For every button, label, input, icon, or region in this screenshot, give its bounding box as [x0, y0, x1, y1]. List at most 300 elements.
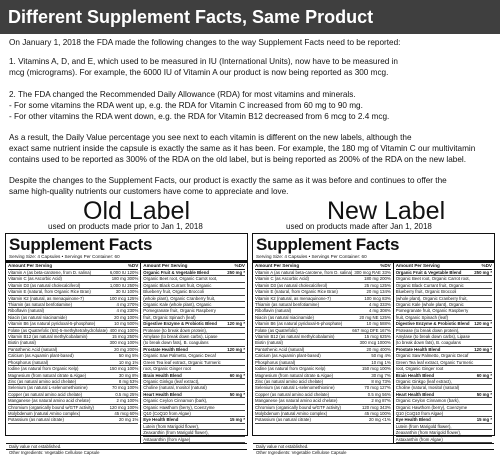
nutrient-amount — [362, 283, 390, 288]
intro-paragraph-1: On January 1, 2018 the FDA made the following changes to the way Supplement Facts need to be reported: — [9, 38, 401, 47]
old-label-title: Old Label — [83, 197, 191, 225]
nutrient-amount — [367, 308, 391, 313]
nutrient-name: Amylase (to break down carbs), Lipase — [395, 334, 470, 340]
old-label-subtitle: used on products made prior to Jan 1, 2018 — [48, 222, 203, 231]
daily-value: 588% — [379, 321, 391, 327]
amount-value: 20 mg — [114, 314, 127, 320]
nutrient-amount — [243, 328, 245, 333]
daily-value: 33% — [382, 270, 391, 275]
amount-value: 400 mcg — [109, 327, 127, 333]
daily-value: 270% — [127, 302, 139, 308]
nutrient-amount — [490, 430, 492, 435]
daily-value: 300% — [127, 276, 139, 282]
daily-value: 120% — [127, 270, 139, 275]
nutrient-amount — [490, 366, 492, 371]
daily-value: 167% — [379, 327, 391, 333]
nutrient-name: Vitamin B12 (as natural methylcobalamin) — [8, 334, 88, 340]
nutrient-name: (whole plant), Organic Cranberry fruit, — [395, 295, 468, 301]
amount-value: 20 mg — [118, 417, 131, 423]
nutrient-amount — [472, 347, 492, 352]
nutrient-amount — [243, 340, 245, 345]
amount-value: 150 mcg — [362, 366, 379, 372]
nutrient-amount — [490, 398, 492, 403]
nutrient-name: Choline (natural, Inositol (natural) — [395, 385, 460, 391]
nutrient-amount — [350, 328, 390, 333]
other-ingredients: Other Ingredients: Vegetable Cellulose Capsule — [6, 449, 247, 455]
amount-value: 2 mg — [371, 398, 381, 404]
nutrient-amount — [490, 296, 492, 301]
nutrient-amount — [117, 417, 138, 422]
amount-value: 10 mg — [366, 321, 379, 327]
nutrient-name: Potassium (as natural citrate) — [8, 417, 64, 423]
nutrient-amount — [225, 347, 245, 352]
nutrient-amount — [110, 385, 138, 390]
nutrient-amount — [369, 398, 390, 403]
nutrient-name: Manganese (as natural amino acid chelate) — [255, 398, 338, 404]
nutrient-amount — [110, 276, 139, 281]
nutrient-amount — [490, 276, 492, 281]
daily-value: 60% — [129, 410, 139, 416]
amount-header: Amount Per Serving %DV — [8, 263, 139, 268]
nutrient-amount — [243, 302, 245, 307]
nutrient-name: Vitamin A (as natural beta-carotene, from D. salina) — [255, 270, 353, 275]
amount-value: 20 mg — [114, 346, 127, 352]
daily-value: 125% — [379, 314, 391, 320]
nutrient-amount — [490, 405, 492, 410]
nutrient-name: Organic Beet root, Organic Carrot root, — [395, 276, 470, 282]
nutrient-name: Vitamin D3 (as natural cholecalciferol) — [255, 282, 328, 288]
nutrient-name: Brain Health Blend — [143, 372, 182, 378]
nutrient-amount — [360, 366, 391, 371]
amount-value: 50 mg — [118, 353, 131, 359]
nutrient-amount — [475, 373, 492, 378]
amount-value: 4 mg — [116, 302, 127, 308]
nutrient-amount — [114, 289, 138, 294]
nutrient-name: Selenium (as natural L-selenomethionine) — [8, 385, 88, 391]
nutrient-amount — [243, 353, 245, 358]
nutrient-name: Protease (to break down protein), — [143, 327, 208, 333]
old-blends-column — [141, 263, 247, 443]
daily-value: * — [243, 270, 245, 275]
other-ingredients: Other Ingredients: Vegetable Cellulose Capsule — [253, 449, 494, 455]
nutrient-row — [8, 417, 138, 423]
amount-value: 300 mcg — [109, 340, 127, 346]
nutrient-name: Lutein (from Marigold flower), — [143, 423, 200, 429]
nutrient-name: Prostate Health Blend — [395, 346, 441, 352]
daily-value: 200% — [379, 276, 391, 282]
daily-value: 1% — [132, 417, 139, 423]
nutrient-name: Eye Health Blend — [143, 417, 179, 423]
amount-value: 120 mg — [227, 346, 243, 352]
nutrient-amount — [117, 353, 138, 358]
daily-value: 56% — [382, 391, 391, 397]
nutrient-name: Molybdenum (natural Amino complex) — [8, 410, 81, 416]
amount-value: 10 mg — [118, 359, 131, 365]
old-vitamins-column — [6, 263, 141, 443]
nutrient-amount — [243, 430, 245, 435]
nutrient-name: Organic Hawthorn (berry), Coenzyme — [143, 404, 215, 410]
nutrient-name: Organic Kale (whole plant), Organic — [395, 302, 464, 308]
daily-value: * — [243, 321, 245, 327]
daily-value: 1% — [132, 359, 139, 365]
nutrient-name: root, Organic Ginger root — [143, 366, 191, 372]
daily-value: 250% — [127, 282, 139, 288]
amount-value: 45 mcg — [364, 410, 379, 416]
nutrient-amount — [490, 308, 492, 313]
amount-value: 15 mg — [229, 417, 243, 423]
amount-value: 50 mg — [476, 391, 490, 397]
nutrient-amount — [365, 347, 391, 352]
nutrient-name: Copper (as natural amino acid chelate) — [8, 391, 83, 397]
daily-value: <1% — [381, 417, 391, 423]
nutrient-name: Biotin (natural) — [255, 340, 283, 346]
nutrient-name: Organic Fruit & Vegetable Blend — [395, 270, 462, 275]
amount-value: 120 mcg — [362, 404, 379, 410]
daily-value: 343% — [379, 404, 391, 410]
nutrient-name: Folate (as Quatrefolic) — [255, 327, 298, 333]
nutrient-name: Folate (as Quatrefolic (6S)-5-methyltetrahydrofolate) — [8, 327, 108, 333]
nutrient-name: Calcium (as Aquamin plant-based) — [255, 353, 321, 359]
nutrient-name: Iodine (as natural from Organic Kelp) — [8, 366, 79, 372]
nutrient-amount — [490, 379, 492, 384]
intro-paragraph-3b: - For some vitamins the RDA went up, e.g. the RDA for Vitamin C increased from 60 mg to 90 mg. — [9, 101, 363, 110]
nutrient-amount — [365, 289, 391, 294]
daily-value: 7% — [384, 372, 391, 378]
nutrient-name: Amylase (to break down carbs), Lipase — [143, 334, 218, 340]
nutrient-name: Chromium (organically bound w/GTF activity) — [8, 404, 94, 410]
daily-value: * — [243, 391, 245, 397]
daily-value: 100% — [127, 289, 139, 295]
nutrient-name: Phosphorus (natural) — [8, 359, 49, 365]
nutrient-name: (to break down fats), B. coagulans — [395, 340, 461, 346]
serving-size: Serving Size: 4 Capsules • Servings Per Container: 60 — [6, 254, 247, 263]
nutrient-amount — [472, 270, 492, 275]
nutrient-name: fruit, Organic Spinach (leaf) — [143, 314, 196, 320]
nutrient-name: Vitamin K2 (natural, as menaquinone-7) — [255, 295, 331, 301]
nutrient-amount — [490, 315, 492, 320]
nutrient-amount — [362, 411, 390, 416]
amount-value: 15 mcg — [111, 334, 127, 340]
daily-value: 1% — [384, 359, 391, 365]
nutrient-row — [255, 417, 391, 423]
nutrient-amount — [367, 302, 391, 307]
nutrient-amount — [362, 296, 390, 301]
intro-paragraph-5a: Despite the changes to the Supplement Facts, our product is exactly the same as it was before and continues to offer the — [9, 176, 447, 185]
nutrient-amount — [490, 437, 492, 442]
nutrient-name: Digestive Enzyme & Probiotic Blend — [143, 321, 218, 327]
amount-value: 1,000 IU — [109, 282, 127, 288]
amount-value: 50 mg — [229, 391, 243, 397]
amount-value: 20 mg — [366, 289, 379, 295]
nutrient-name: Green Tea leaf extract, Organic Turmeric — [395, 359, 474, 365]
nutrient-name: Zeaxanthin (from Marigold flower), — [143, 430, 209, 436]
daily-value: 625% — [379, 334, 391, 340]
nutrient-amount — [490, 328, 492, 333]
nutrient-amount — [490, 340, 492, 345]
nutrient-row — [396, 437, 492, 443]
old-supplement-facts-panel — [5, 233, 248, 456]
nutrient-amount — [225, 321, 245, 326]
amount-value: 60 mg — [476, 372, 490, 378]
nutrient-amount — [115, 398, 139, 403]
nutrient-amount — [490, 283, 492, 288]
daily-value: 100% — [127, 340, 139, 346]
nutrient-name: Blueberry fruit, Organic Broccoli — [143, 289, 204, 295]
nutrient-name: Organic Black Currant fruit, Organic — [395, 282, 464, 288]
amount-value: 0.5 mg — [115, 391, 129, 397]
nutrient-amount — [108, 405, 139, 410]
daily-value: * — [243, 417, 245, 423]
amount-value: 2 mg — [116, 398, 127, 404]
daily-value: 100% — [127, 404, 139, 410]
daily-value: 100% — [379, 366, 391, 372]
nutrient-name: Zinc (as natural amino acid chelate) — [255, 378, 324, 384]
serving-size: Serving Size: 4 Capsules • Servings Per Container: 60 — [253, 254, 494, 263]
daily-value: * — [490, 270, 492, 275]
amount-header: Amount Per Serving %DV — [395, 263, 492, 268]
nutrient-name: Brain Health Blend — [395, 372, 435, 378]
nutrient-amount — [117, 379, 138, 384]
amount-value: 15 mg — [476, 417, 490, 423]
daily-value: * — [490, 417, 492, 423]
nutrient-amount — [108, 283, 138, 288]
nutrient-name: Zinc (as natural amino acid chelate) — [8, 378, 77, 384]
nutrient-amount — [243, 424, 245, 429]
nutrient-amount — [113, 392, 138, 397]
nutrient-name: Vitamin B12 (as natural methylcobalamin) — [255, 334, 335, 340]
nutrient-amount — [228, 373, 245, 378]
nutrient-name: Niacin (as natural niacinamide) — [255, 314, 314, 320]
nutrient-amount — [112, 347, 138, 352]
daily-value: 100% — [127, 327, 139, 333]
amount-value: 180 mg — [111, 276, 127, 282]
nutrient-amount — [490, 353, 492, 358]
nutrient-name: Organic Ginkgo (leaf extract), — [395, 378, 452, 384]
daily-value: 250% — [127, 334, 139, 340]
nutrient-name: Green Tea leaf extract, Organic Turmeric — [143, 359, 221, 365]
nutrient-name: Vitamin C (as Ascorbic Acid) — [8, 276, 62, 282]
amount-value: 0.5 mg — [367, 391, 381, 397]
nutrient-amount — [112, 321, 138, 326]
nutrient-name: Vitamin D3 (as natural cholecalciferol) — [8, 282, 81, 288]
nutrient-amount — [112, 411, 138, 416]
nutrient-amount — [110, 334, 138, 339]
nutrient-name: Lutein (from Marigold flower), — [395, 423, 452, 429]
nutrient-name: Q10 (CoQ10 from Algae) — [143, 410, 191, 416]
nutrient-amount — [369, 373, 390, 378]
nutrient-name: Organic Ceylon Cinnamon (bark), — [395, 398, 460, 404]
nutrient-amount — [369, 353, 390, 358]
daily-value: * — [490, 372, 492, 378]
nutrient-name: Astaxanthin (from Algae) — [395, 436, 443, 442]
amount-value: 250 mg — [474, 270, 490, 275]
nutrient-amount — [108, 366, 139, 371]
daily-value: 5% — [132, 353, 139, 359]
nutrient-name: Heart Health Blend — [143, 391, 182, 397]
nutrient-name: Molybdenum (natural Amino complex) — [255, 410, 328, 416]
intro-paragraph-3c: - For other vitamins the RDA went down, e.g. the RDA for Vitamin B12 decreased from 6 mcg to 2.4 mcg. — [9, 112, 390, 121]
nutrient-name: Copper (as natural amino acid chelate) — [255, 391, 330, 397]
nutrient-amount — [243, 308, 245, 313]
daily-value: 100% — [127, 385, 139, 391]
nutrient-amount — [117, 360, 138, 365]
nutrient-name: Magnesium (from natural citrate & Algae) — [8, 372, 87, 378]
amount-value: 300 mcg RAE — [354, 270, 381, 275]
daily-value: * — [490, 391, 492, 397]
nutrient-amount — [362, 334, 390, 339]
nutrient-amount — [472, 321, 492, 326]
nutrient-amount — [475, 392, 492, 397]
nutrient-name: Riboflavin (natural) — [255, 308, 292, 314]
daily-value: 125% — [379, 282, 391, 288]
nutrient-name: Zeaxanthin (from Marigold flower), — [395, 430, 462, 436]
nutrient-amount — [475, 417, 492, 422]
nutrient-amount — [108, 270, 138, 275]
nutrient-name: Calcium (as Aquamin plant-based) — [8, 353, 74, 359]
new-vitamins-column — [253, 263, 394, 443]
nutrient-name: Vitamin A (as beta-carotene, from D. salina) — [8, 270, 92, 275]
nutrient-name: Iodine (as natural from Organic Kelp) — [255, 366, 326, 372]
daily-value: * — [243, 372, 245, 378]
amount-header: Amount Per Serving %DV — [143, 263, 245, 268]
nutrient-amount — [357, 315, 390, 320]
amount-value: 10 mg — [371, 359, 384, 365]
amount-value: 30 mg — [371, 372, 384, 378]
nutrient-amount — [117, 373, 138, 378]
amount-value: 100 mcg — [109, 295, 127, 301]
amount-value: 20 mg NE — [359, 314, 379, 320]
daily-value: 500% — [127, 321, 139, 327]
amount-value: 25 mcg — [364, 282, 379, 288]
nutrient-amount — [490, 385, 492, 390]
nutrient-name: Riboflavin (natural) — [8, 308, 45, 314]
nutrient-name: root, Organic Ginger root — [395, 366, 444, 372]
daily-value: 25% — [129, 391, 139, 397]
nutrient-name: Vitamin B6 (as natural pyridoxal-5-phosphate) — [8, 321, 96, 327]
daily-value: * — [490, 321, 492, 327]
nutrient-name: Organic Ginkgo (leaf extract), — [143, 378, 200, 384]
nutrient-amount — [490, 424, 492, 429]
amount-value: 30 mg — [118, 372, 131, 378]
nutrient-name: Astaxanthin (from Algae) — [143, 436, 191, 442]
daily-value: 100% — [127, 314, 139, 320]
nutrient-name: Vitamin E (natural, from Organic Rice Bran) — [255, 289, 338, 295]
nutrient-amount — [108, 296, 139, 301]
amount-value: 6,000 IU — [109, 270, 127, 275]
nutrient-amount — [115, 308, 139, 313]
amount-value: 4 mg — [368, 308, 379, 314]
amount-value: 180 mg — [364, 276, 379, 282]
daily-value: 83% — [382, 295, 391, 301]
amount-value: 8 mg — [118, 378, 129, 384]
nutrient-amount — [243, 411, 245, 416]
nutrient-amount — [366, 392, 391, 397]
nutrient-amount — [243, 276, 245, 281]
amount-value: 4 mg — [368, 302, 379, 308]
nutrient-amount — [108, 340, 139, 345]
daily-value: 100% — [379, 410, 391, 416]
amount-value: 120 mg — [474, 346, 490, 352]
nutrient-name: Pantothenic Acid (natural) — [255, 346, 305, 352]
nutrient-name: Pomegranate fruit, Organic Raspberry — [143, 308, 216, 314]
daily-value: 134% — [379, 289, 391, 295]
amount-value: 300 mcg — [359, 340, 377, 346]
nutrient-amount — [243, 315, 245, 320]
nutrient-amount — [243, 289, 245, 294]
nutrient-row — [143, 437, 245, 443]
nutrient-name: Biotin (natural) — [8, 340, 36, 346]
intro-paragraph-2b: mcg (micrograms). For example, the 6000 IU of Vitamin A our product is now being reported as 300 mcg. — [9, 68, 389, 77]
nutrient-name: Organic Ceylon Cinnamon (bark), — [143, 398, 208, 404]
amount-value: 30 IU — [115, 289, 127, 295]
nutrient-name: (whole plant), Organic Cranberry fruit, — [143, 295, 216, 301]
nutrient-name: Blueberry fruit, Organic Broccoli — [395, 289, 457, 295]
amount-value: 70 mcg — [364, 385, 379, 391]
supplement-facts-title: Supplement Facts — [9, 235, 153, 254]
nutrient-amount — [490, 289, 492, 294]
nutrient-amount — [369, 379, 390, 384]
amount-value: 250 mg — [227, 270, 243, 275]
nutrient-name: Protease (to break down protein), — [395, 327, 460, 333]
nutrient-name: Magnesium (from natural citrate & Algae) — [255, 372, 334, 378]
nutrient-amount — [360, 405, 391, 410]
amount-value: 50 mg — [371, 353, 384, 359]
amount-value: 8 mg — [371, 378, 381, 384]
nutrient-name: Pantothenic Acid (natural) — [8, 346, 58, 352]
footnote: Daily value not established. — [253, 443, 494, 449]
nutrient-amount — [243, 405, 245, 410]
amount-value: 20 mg — [366, 346, 379, 352]
intro-paragraph-4b: exact same nutrient inside the capsule is exactly the same as it has been. For example, the 180 mg of Vitamin C our multivitamin — [9, 144, 476, 153]
nutrient-amount — [367, 417, 391, 422]
amount-value: 120 mcg — [109, 404, 127, 410]
nutrient-name: Organic Saw Palmetto, Organic Decaf — [395, 353, 469, 359]
nutrient-amount — [112, 315, 138, 320]
nutrient-amount — [490, 411, 492, 416]
daily-value: 200% — [127, 346, 139, 352]
amount-value: 45 mcg — [114, 410, 129, 416]
nutrient-amount — [243, 334, 245, 339]
nutrient-amount — [243, 437, 245, 442]
amount-value: 667 mcg DFE — [352, 327, 379, 333]
amount-value: 4 mg — [116, 308, 127, 314]
nutrient-name: Phosphorus (natural) — [255, 359, 296, 365]
nutrient-name: (to break down fats), B. coagulans — [143, 340, 209, 346]
nutrient-name: Organic Saw Palmetto, Organic Decaf — [143, 353, 216, 359]
amount-value: 15 mcg — [364, 334, 379, 340]
nutrient-name: Selenium (as natural L-selenomethionine) — [255, 385, 335, 391]
amount-value: 20 mg — [368, 417, 381, 423]
amount-value: 10 mg — [114, 321, 127, 327]
daily-value: 8% — [132, 372, 139, 378]
nutrient-name: Prostate Health Blend — [143, 346, 188, 352]
nutrient-amount — [365, 321, 391, 326]
daily-value: 230% — [127, 308, 139, 314]
daily-value: 73% — [382, 378, 391, 384]
intro-paragraph-3a: 2. The FDA changed the Recommended Daily Allowance (RDA) for most vitamins and minerals. — [9, 90, 356, 99]
amount-header: Amount Per Serving %DV — [255, 263, 391, 268]
nutrient-name: Digestive Enzyme & Probiotic Blend — [395, 321, 470, 327]
amount-value: 100 mcg — [364, 295, 381, 301]
nutrient-name: Pomegranate fruit, Organic Raspberry — [395, 308, 469, 314]
nutrient-name: Choline (natural, Inositol (natural) — [143, 385, 207, 391]
nutrient-amount — [243, 398, 245, 403]
daily-value: 400% — [379, 346, 391, 352]
new-label-title: New Label — [327, 197, 446, 225]
daily-value: 308% — [379, 308, 391, 314]
footnote: Daily value not established. — [6, 443, 247, 449]
nutrient-amount — [243, 296, 245, 301]
